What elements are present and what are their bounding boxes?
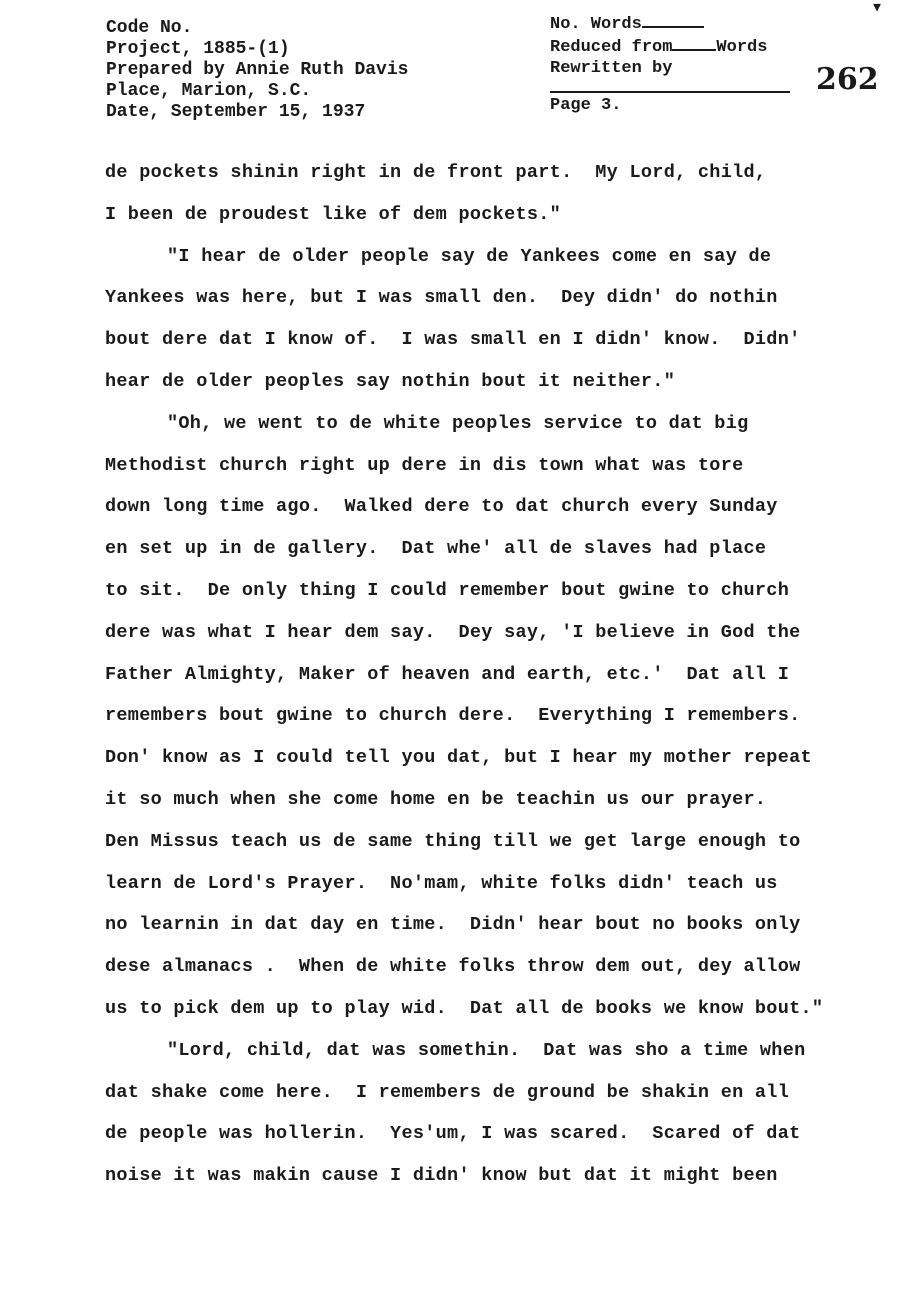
code-no: Code No. bbox=[106, 18, 193, 38]
reduced-from-blank bbox=[672, 35, 716, 51]
text-line: Den Missus teach us de same thing till we get large enough to bbox=[105, 830, 801, 852]
text-line: dese almanacs . When de white folks throw dem out, dey allow bbox=[105, 956, 801, 978]
text-line: Methodist church right up dere in dis town what was tore bbox=[105, 454, 744, 476]
corner-mark: ▾ bbox=[871, 0, 884, 20]
text-line: "Oh, we went to de white peoples service to dat big bbox=[167, 412, 749, 434]
prepared-by: Prepared by Annie Ruth Davis bbox=[106, 60, 409, 80]
text-line: noise it was makin cause I didn' know but dat it might been bbox=[105, 1165, 778, 1187]
text-line: de pockets shinin right in de front part. My Lord, child, bbox=[105, 162, 767, 183]
reduced-from-label: Reduced from bbox=[550, 38, 673, 57]
text-line: "I hear de older people say de Yankees come en say de bbox=[167, 245, 772, 267]
text-line: no learnin in dat day en time. Didn' hear bout no books only bbox=[105, 914, 801, 936]
rewritten-by-line bbox=[550, 91, 790, 93]
reduced-from-row bbox=[550, 35, 810, 58]
text-line: en set up in de gallery. Dat whe' all de slaves had place bbox=[105, 538, 767, 560]
rewritten-by-row bbox=[550, 58, 810, 79]
text-line: I been de proudest like of dem pockets." bbox=[105, 203, 562, 225]
text-line: de people was hollerin. Yes'um, I was scared. Scared of dat bbox=[105, 1123, 801, 1145]
text-line: Father Almighty, Maker of heaven and earth, etc.' Dat all I bbox=[105, 663, 790, 685]
text-line: Yankees was here, but I was small den. Dey didn' do nothin bbox=[105, 287, 778, 309]
no-words-blank bbox=[642, 12, 704, 28]
text-line: it so much when she come home en be teachin us our prayer. bbox=[105, 788, 767, 810]
text-line: remembers bout gwine to church dere. Everything I remembers. bbox=[105, 705, 801, 727]
header-info bbox=[106, 18, 408, 123]
text-line: Don' know as I could tell you dat, but I hear my mother repeat bbox=[105, 747, 812, 769]
text-line: "Lord, child, dat was somethin. Dat was sho a time when bbox=[167, 1039, 806, 1061]
project: Project, 1885-(1) bbox=[106, 39, 290, 59]
text-line: learn de Lord's Prayer. No'mam, white folks didn' teach us bbox=[105, 872, 778, 894]
text-line: to sit. De only thing I could remember bout gwine to church bbox=[105, 579, 790, 601]
no-words-row bbox=[550, 12, 810, 35]
text-line: hear de older peoples say nothin bout it neither." bbox=[105, 370, 676, 392]
text-line: dere was what I hear dem say. Dey say, 'I believe in God the bbox=[105, 621, 801, 643]
word-count-block bbox=[550, 12, 810, 115]
page-number: Page 3. bbox=[550, 96, 622, 115]
text-line: bout dere dat I know of. I was small en I didn' know. Didn' bbox=[105, 329, 801, 351]
page-stamp-number: 262 bbox=[816, 62, 879, 97]
text-line: us to pick dem up to play wid. Dat all de books we know bout." bbox=[105, 997, 824, 1019]
rewritten-by-label: Rewritten by bbox=[550, 59, 673, 78]
place: Place, Marion, S.C. bbox=[106, 81, 312, 101]
words-label: Words bbox=[716, 38, 768, 57]
text-line: dat shake come here. I remembers de ground be shakin en all bbox=[105, 1081, 790, 1103]
no-words-label: No. Words bbox=[550, 15, 642, 34]
text-line: down long time ago. Walked dere to dat church every Sunday bbox=[105, 496, 778, 518]
date: Date, September 15, 1937 bbox=[106, 102, 366, 122]
body-text bbox=[105, 152, 885, 1197]
